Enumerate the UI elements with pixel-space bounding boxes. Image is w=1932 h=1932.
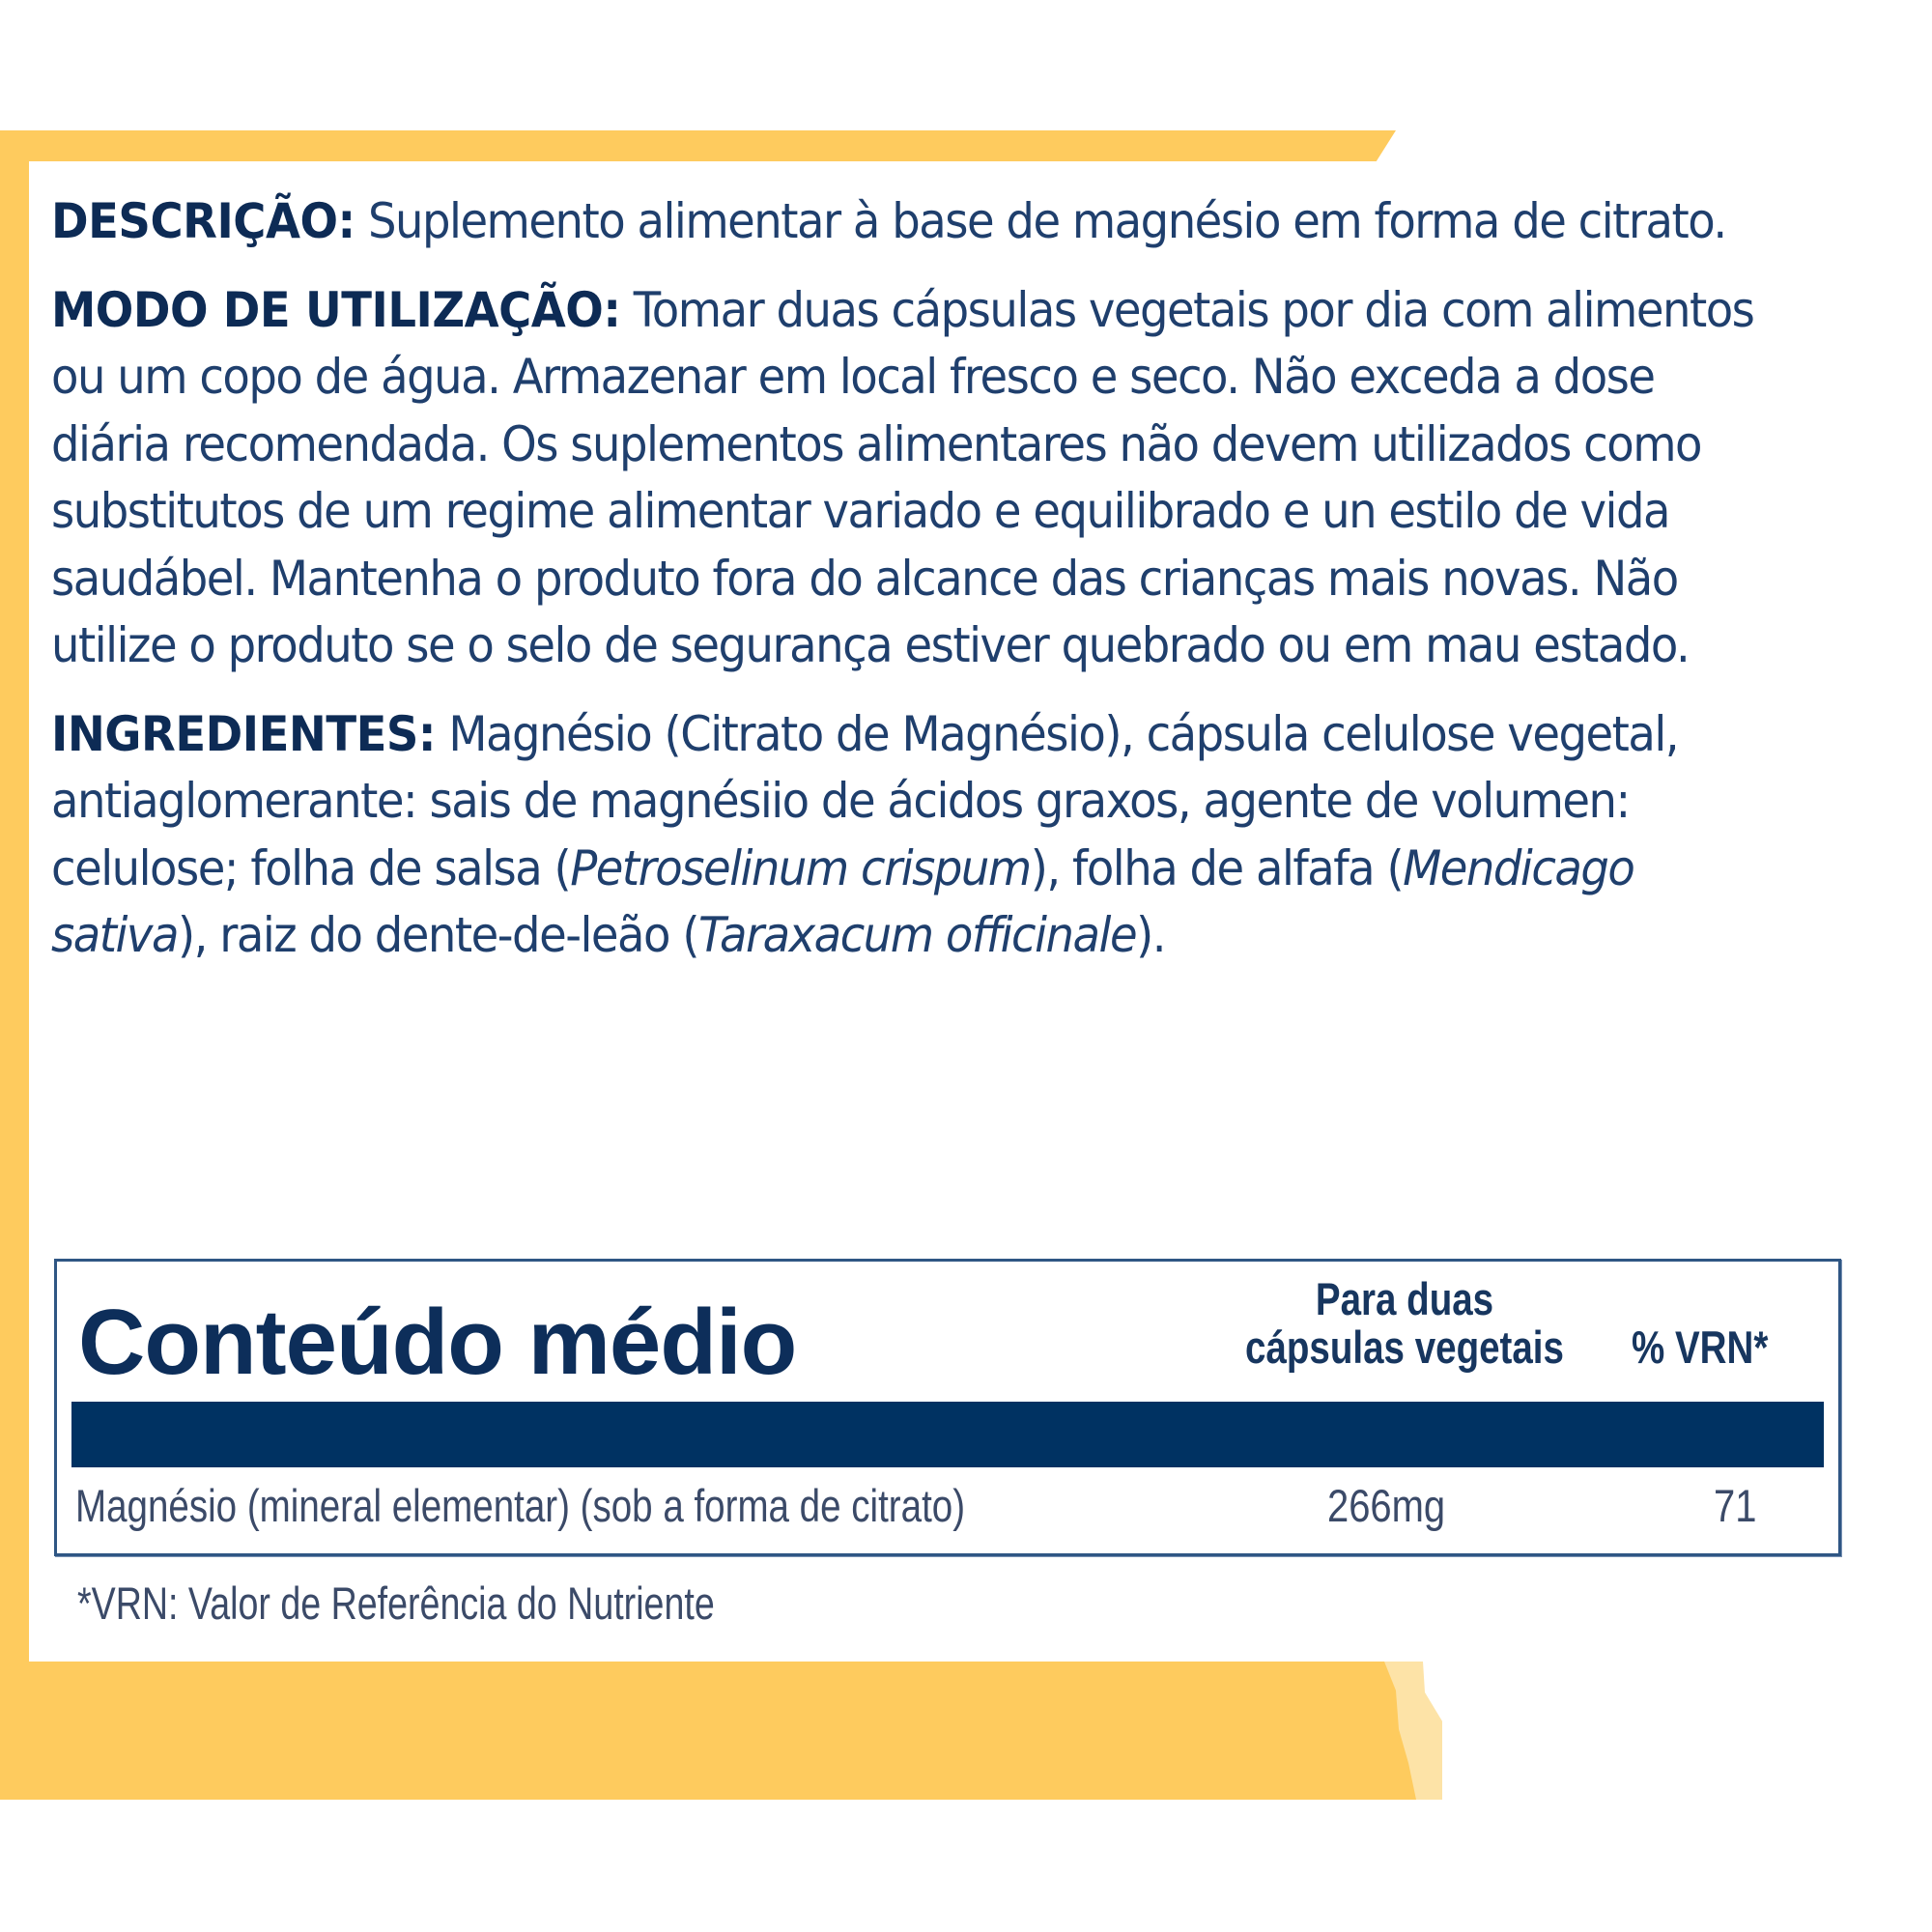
ingredients-heading: INGREDIENTES:	[51, 705, 437, 762]
column-header-amount	[1227, 1275, 1583, 1372]
ingredients-text: ), raiz do dente-de-leão (	[177, 907, 698, 963]
nutrient-name: Magnésio (mineral elementar) (sob a forma de citrato)	[75, 1480, 966, 1531]
nutrient-vrn: 71	[1714, 1480, 1757, 1531]
description-text: Suplemento alimentar à base de magnésio em forma de citrato.	[355, 193, 1726, 249]
ingredients-section	[51, 701, 1758, 970]
column-header-amount-line1: Para duas	[1315, 1273, 1494, 1324]
ingredient-species-alfalfa: Mendicago sativa	[51, 839, 1634, 963]
vrn-footnote: *VRN: Valor de Referência do Nutriente	[77, 1577, 715, 1629]
nutrient-amount: 266mg	[1327, 1480, 1446, 1531]
column-header-amount-line2: cápsulas vegetais	[1245, 1321, 1564, 1373]
ingredient-species-parsley: Petroselinum crispum	[570, 839, 1031, 896]
table-header-bar	[71, 1402, 1824, 1467]
ingredient-species-dandelion: Taraxacum officinale	[697, 907, 1137, 963]
ingredients-text: ), folha de alfafa (	[1030, 839, 1404, 896]
usage-section	[51, 277, 1758, 680]
nutrition-table-title: Conteúdo médio	[78, 1291, 797, 1394]
bottom-wave-decoration	[1336, 1662, 1442, 1800]
usage-text: Tomar duas cápsulas vegetais por dia com alimentos ou um copo de água. Armazenar em local fresco e seco. Não exceda a dose diária recomendada. Os suplementos alimentares não devem utilizados como substitutos de um regime alimentar variado e equilibrado e un estilo de vida saudábel. Mantenha o produto fora do alcance das crianças mais novas. Não utilize o produto se o selo de segurança estiver quebrado ou em mau estado.	[51, 281, 1754, 673]
description-section	[51, 188, 1758, 256]
usage-heading: MODO DE UTILIZAÇÃO:	[51, 281, 621, 338]
label-text	[51, 188, 1758, 991]
left-accent-band	[0, 130, 29, 1666]
column-header-vrn: % VRN*	[1632, 1321, 1769, 1373]
ingredients-text: Magnésio (Citrato de Magnésio), cápsula celulose vegetal, antiaglomerante: sais de magnésiio de ácidos graxos, agente de volumen: celulose; folha de salsa (	[51, 705, 1679, 896]
ingredients-text: ).	[1136, 907, 1166, 963]
top-accent-band	[0, 130, 1396, 161]
table-row	[71, 1472, 1824, 1540]
bottom-accent-band	[0, 1662, 1381, 1800]
description-heading: DESCRIÇÃO:	[51, 193, 355, 249]
nutrition-table	[54, 1259, 1841, 1556]
